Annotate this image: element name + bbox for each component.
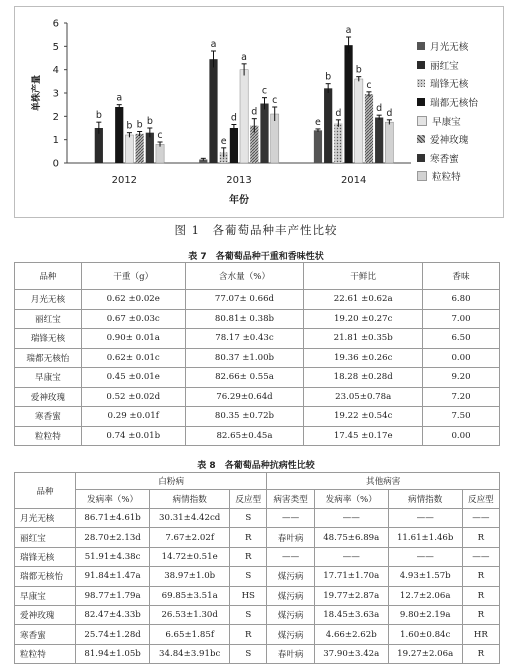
variety-name-cell: 粒粒特 <box>15 426 82 446</box>
table-cell: 51.91±4.38c <box>76 547 150 566</box>
table7-col-header: 品种 <box>15 263 82 290</box>
y-tick-label: 5 <box>52 41 59 53</box>
table-row <box>15 290 500 310</box>
variety-name-cell: 丽红宝 <box>15 528 76 547</box>
variety-name-cell: 早康宝 <box>15 368 82 388</box>
table-cell: 12.7±2.06a <box>388 586 462 605</box>
table-cell: 煤污病 <box>267 586 315 605</box>
bar <box>375 118 383 164</box>
table-cell: 77.07± 0.66d <box>185 290 304 310</box>
bar <box>230 128 238 163</box>
table-cell: 23.05±0.78a <box>304 387 423 407</box>
legend-label: 粒粒特 <box>432 172 461 184</box>
table-cell: 19.20 ±0.27c <box>304 309 423 329</box>
variety-name-cell: 瑞都无核怡 <box>15 567 76 586</box>
table-row <box>15 348 500 368</box>
legend-swatch <box>417 79 425 87</box>
significance-label: e <box>315 116 321 128</box>
table-cell: —— <box>267 509 315 528</box>
legend-swatch <box>417 42 425 50</box>
table-cell: R <box>230 528 267 547</box>
significance-label: a <box>345 25 352 36</box>
table-cell: —— <box>267 547 315 566</box>
variety-name-cell: 粒粒特 <box>15 644 76 663</box>
significance-label: c <box>272 95 278 106</box>
table-cell: 18.45±3.63a <box>314 605 388 624</box>
table8-other-disease-header: 其他病害 <box>267 473 500 490</box>
table-cell: 7.00 <box>423 309 500 329</box>
significance-label: b <box>126 120 133 132</box>
table-cell: —— <box>314 547 388 566</box>
table-cell: S <box>230 567 267 586</box>
table-cell: 0.00 <box>423 426 500 446</box>
table-cell: 0.52 ±0.02d <box>81 387 185 407</box>
bar <box>344 45 352 163</box>
table-cell: 9.20 <box>423 368 500 388</box>
table-cell: 86.71±4.61b <box>76 509 150 528</box>
table-cell: 煤污病 <box>267 605 315 624</box>
x-tick-label: 2014 <box>340 175 367 186</box>
table-cell: 91.84±1.47a <box>76 567 150 586</box>
table-row <box>15 547 500 566</box>
table-cell: 80.35 ±0.72b <box>185 407 304 427</box>
variety-name-cell: 瑞锋无核 <box>15 547 76 566</box>
table-cell: R <box>230 625 267 644</box>
bar <box>115 107 123 163</box>
table-cell: 1.60±0.84c <box>388 625 462 644</box>
bar <box>136 134 144 163</box>
significance-label: a <box>210 39 217 50</box>
table-row <box>15 368 500 388</box>
legend-item <box>417 37 505 56</box>
table-cell: R <box>462 644 499 663</box>
table-cell: —— <box>462 547 499 566</box>
table-row <box>15 329 500 349</box>
bar <box>125 135 133 163</box>
table-cell: 81.94±1.05b <box>76 644 150 663</box>
table-cell: HS <box>230 586 267 605</box>
table-cell: 0.62± 0.01c <box>81 348 185 368</box>
table-cell: 19.27±2.06a <box>388 644 462 663</box>
table-cell: 37.90±3.42a <box>314 644 388 663</box>
legend-swatch <box>417 61 425 69</box>
table-cell: R <box>462 586 499 605</box>
table8-subheader: 病情指数 <box>150 490 230 509</box>
table-cell: 78.17 ±0.43c <box>185 329 304 349</box>
table-row <box>15 625 500 644</box>
significance-label: a <box>241 51 248 63</box>
table7-dry-weight-aroma <box>14 262 500 446</box>
variety-name-cell: 爱神玫瑰 <box>15 387 82 407</box>
table-cell: 6.50 <box>423 329 500 349</box>
significance-label: c <box>261 85 268 97</box>
legend-label: 寒香蜜 <box>430 153 459 165</box>
table-cell: S <box>230 644 267 663</box>
table8-powdery-mildew-header: 白粉病 <box>76 473 267 490</box>
table7-header-row <box>15 263 500 290</box>
legend-swatch <box>417 98 425 106</box>
table-cell: 48.75±6.89a <box>314 528 388 547</box>
table-cell: 11.61±1.46b <box>388 528 462 547</box>
y-axis-label: 单株产量 <box>32 74 42 112</box>
legend-swatch <box>417 135 425 143</box>
yield-chart-frame <box>14 6 504 218</box>
table-cell: 80.37 ±1.00b <box>185 348 304 368</box>
bar <box>355 79 363 163</box>
table-cell: 17.71±1.70a <box>314 567 388 586</box>
table-cell: 19.77±2.87a <box>314 586 388 605</box>
table-cell: 82.66± 0.55a <box>185 368 304 388</box>
table-cell: 春叶病 <box>267 528 315 547</box>
table-cell: 0.62 ±0.02e <box>81 290 185 310</box>
significance-label: d <box>335 107 342 119</box>
legend-item <box>417 74 505 93</box>
table-cell: 26.53±1.30d <box>150 605 230 624</box>
table-cell: 25.74±1.28d <box>76 625 150 644</box>
legend-item <box>417 111 505 130</box>
table-cell: —— <box>462 509 499 528</box>
variety-name-cell: 月光无核 <box>15 290 82 310</box>
table8-subheader: 病害类型 <box>267 490 315 509</box>
significance-label: b <box>136 119 143 131</box>
table-cell: 28.70±2.13d <box>76 528 150 547</box>
table-cell: 0.45 ±0.01e <box>81 368 185 388</box>
table-cell: 4.93±1.57b <box>388 567 462 586</box>
table7-col-header: 含水量（%） <box>185 263 304 290</box>
table7-caption: 表 7 各葡萄品种干重和香味性状 <box>188 252 324 262</box>
variety-name-cell: 寒香蜜 <box>15 407 82 427</box>
significance-label: b <box>355 64 362 76</box>
table-row <box>15 567 500 586</box>
table8-disease-resistance <box>14 472 500 664</box>
table-row <box>15 605 500 624</box>
significance-label: d <box>251 106 258 118</box>
table-cell: 7.20 <box>423 387 500 407</box>
bar <box>334 123 342 163</box>
bar <box>209 59 217 163</box>
legend-swatch <box>417 116 427 126</box>
legend-item <box>417 130 505 149</box>
table-cell: 98.77±1.79a <box>76 586 150 605</box>
table8-variety-header: 品种 <box>15 473 76 509</box>
table-cell: 0.29 ±0.01f <box>81 407 185 427</box>
legend-label: 瑞锋无核 <box>430 79 469 91</box>
significance-label: c <box>157 130 163 141</box>
significance-label: b <box>325 71 332 83</box>
legend-label: 早康宝 <box>432 116 461 128</box>
table-cell: 22.61 ±0.62a <box>304 290 423 310</box>
table-cell: 80.81± 0.38b <box>185 309 304 329</box>
significance-label: e <box>220 135 227 147</box>
legend-label: 爱神玫瑰 <box>430 135 469 147</box>
table-cell: 17.45 ±0.17e <box>304 426 423 446</box>
legend-item <box>417 56 505 75</box>
variety-name-cell: 瑞都无核怡 <box>15 348 82 368</box>
table-cell: 煤污病 <box>267 625 315 644</box>
table8-subheader: 反应型 <box>462 490 499 509</box>
table-row <box>15 586 500 605</box>
table-cell: 4.66±2.62b <box>314 625 388 644</box>
variety-name-cell: 早康宝 <box>15 586 76 605</box>
table-cell: 19.22 ±0.54c <box>304 407 423 427</box>
table-cell: 6.65±1.85f <box>150 625 230 644</box>
table-cell: —— <box>314 509 388 528</box>
significance-label: d <box>230 112 237 124</box>
figure-caption: 图 1 各葡萄品种丰产性比较 <box>174 223 338 237</box>
table-cell: R <box>462 605 499 624</box>
table-cell: 18.28 ±0.28d <box>304 368 423 388</box>
table8-subheader-row <box>15 490 500 509</box>
table-cell: 21.81 ±0.35b <box>304 329 423 349</box>
x-tick-label: 2013 <box>226 175 252 186</box>
variety-name-cell: 寒香蜜 <box>15 625 76 644</box>
table-cell: 0.74 ±0.01b <box>81 426 185 446</box>
legend-item <box>417 167 505 186</box>
bar <box>385 122 393 163</box>
table-cell: R <box>462 528 499 547</box>
significance-label: d <box>386 107 393 119</box>
table-row <box>15 387 500 407</box>
table-cell: 春叶病 <box>267 644 315 663</box>
y-tick-label: 2 <box>52 111 59 123</box>
table-cell: S <box>230 605 267 624</box>
x-axis-label: 年份 <box>229 195 249 206</box>
significance-label: b <box>95 110 102 122</box>
bar <box>314 130 322 163</box>
x-tick-label: 2012 <box>111 175 138 186</box>
bar <box>365 94 373 163</box>
table-cell: 30.31±4.42cd <box>150 509 230 528</box>
bar <box>324 88 332 163</box>
y-tick-label: 6 <box>52 18 59 30</box>
significance-label: b <box>146 116 153 127</box>
bar <box>240 70 248 163</box>
table-cell: —— <box>388 509 462 528</box>
y-tick-label: 3 <box>52 88 59 100</box>
legend-item <box>417 149 505 168</box>
bar <box>271 114 279 163</box>
y-tick-label: 4 <box>52 65 59 77</box>
y-tick-label: 0 <box>52 158 59 170</box>
table8-subheader: 发病率（%） <box>76 490 150 509</box>
legend-label: 月光无核 <box>430 42 469 54</box>
table-cell: 82.47±4.33b <box>76 605 150 624</box>
table-row <box>15 509 500 528</box>
table-cell: 煤污病 <box>267 567 315 586</box>
table-row <box>15 426 500 446</box>
table-row <box>15 407 500 427</box>
table-cell: 6.80 <box>423 290 500 310</box>
table-cell: —— <box>388 547 462 566</box>
significance-label: c <box>366 79 372 91</box>
table7-col-header: 干鲜比 <box>304 263 423 290</box>
variety-name-cell: 瑞锋无核 <box>15 329 82 349</box>
table7-col-header: 香味 <box>423 263 500 290</box>
table-cell: 7.67±2.02f <box>150 528 230 547</box>
table-cell: R <box>230 547 267 566</box>
table-row <box>15 309 500 329</box>
table-cell: 14.72±0.51e <box>150 547 230 566</box>
table-cell: R <box>462 567 499 586</box>
legend-swatch <box>417 171 427 181</box>
table-cell: 9.80±2.19a <box>388 605 462 624</box>
table8-subheader: 反应型 <box>230 490 267 509</box>
significance-label: d <box>376 103 383 115</box>
table-cell: HR <box>462 625 499 644</box>
chart-legend <box>417 37 505 186</box>
legend-item <box>417 93 505 112</box>
bar <box>156 144 164 163</box>
legend-label: 瑞都无核怡 <box>430 98 478 110</box>
table-cell: 34.84±3.91bc <box>150 644 230 663</box>
table8-subheader: 病情指数 <box>388 490 462 509</box>
table-cell: 38.97±1.0b <box>150 567 230 586</box>
table-cell: 82.65±0.45a <box>185 426 304 446</box>
table-row <box>15 644 500 663</box>
table-cell: 69.85±3.51a <box>150 586 230 605</box>
table-cell: 0.00 <box>423 348 500 368</box>
table8-caption: 表 8 各葡萄品种抗病性比较 <box>197 461 315 471</box>
y-tick-label: 1 <box>52 135 59 147</box>
legend-label: 丽红宝 <box>430 60 459 72</box>
table8-group-header-row <box>15 473 500 490</box>
table-cell: 76.29±0.64d <box>185 387 304 407</box>
variety-name-cell: 爱神玫瑰 <box>15 605 76 624</box>
table-cell: 19.36 ±0.26c <box>304 348 423 368</box>
table8-subheader: 发病率（%） <box>314 490 388 509</box>
variety-name-cell: 丽红宝 <box>15 309 82 329</box>
table-cell: 0.90± 0.01a <box>81 329 185 349</box>
table-row <box>15 528 500 547</box>
legend-swatch <box>417 154 425 162</box>
significance-label: a <box>116 92 123 104</box>
table-cell: 0.67 ±0.03c <box>81 309 185 329</box>
table7-col-header: 干重（g） <box>81 263 185 290</box>
bar <box>260 104 268 164</box>
table-cell: 7.50 <box>423 407 500 427</box>
table-cell: S <box>230 509 267 528</box>
variety-name-cell: 月光无核 <box>15 509 76 528</box>
